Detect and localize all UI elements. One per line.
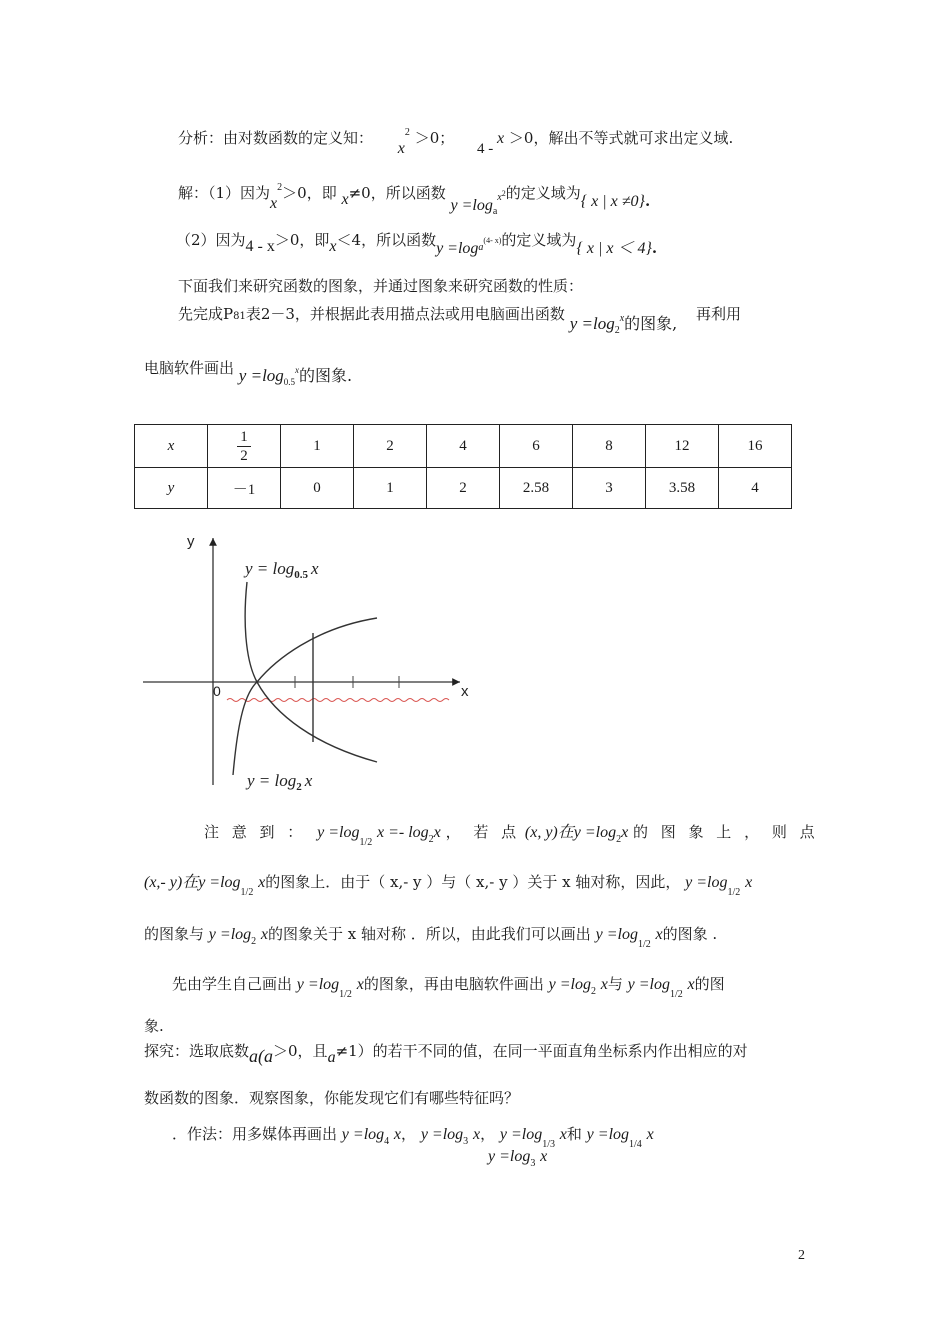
method-f3: y =log	[499, 1126, 543, 1143]
y-cell: 2.58	[500, 468, 573, 509]
curve-bottom-prefix: y = log	[247, 771, 297, 790]
analysis-four-minus: 4 -	[477, 141, 498, 157]
analysis-conclusion: ＞0，解出不等式就可求出定义域.	[508, 129, 734, 147]
task-t5: 的图象.	[299, 366, 353, 385]
table-row-x	[135, 425, 792, 468]
method-f5b: 3	[530, 1158, 536, 1169]
task-t1: 先完成P	[178, 305, 234, 323]
method-f1b: 4	[384, 1136, 390, 1147]
note-p2: ， 若 点	[445, 823, 521, 841]
method-a: ．作法：用多媒体再画出	[172, 1125, 338, 1143]
note-l3g: 1/2	[637, 939, 651, 950]
sol2-lead: （2）因为	[176, 231, 246, 249]
note-l2b: 1/2	[240, 887, 254, 898]
sol1-domain: { x | x ≠0}	[580, 193, 645, 210]
x-cell: 1	[281, 425, 354, 468]
analysis-sq: 2	[404, 127, 410, 138]
sol2-end: .	[651, 239, 658, 257]
value-table	[134, 424, 792, 509]
sol1-base: a	[492, 206, 498, 217]
x-cell: 6	[500, 425, 573, 468]
student-f2: y =log	[548, 976, 591, 993]
x-cell: 12	[646, 425, 719, 468]
y-cell: －1	[208, 468, 281, 509]
method-f4: y =log	[586, 1126, 630, 1143]
task-func: y =log	[569, 314, 615, 333]
note-p1: 注 意 到 ：	[204, 823, 307, 841]
task-page: 81	[233, 311, 246, 322]
sol2-expr: 4 - x	[245, 238, 275, 255]
note-l3i: 的图象 .	[662, 925, 718, 943]
method-f4b: 1/4	[629, 1139, 642, 1150]
x-axis-label: x	[461, 683, 469, 700]
task-line-2	[144, 358, 353, 387]
student-b: 的图象，再由电脑软件画出	[363, 975, 544, 993]
method-f5x: x	[540, 1148, 548, 1165]
method-f3b: 1/3	[542, 1139, 555, 1150]
method-c2: ，	[480, 1125, 496, 1143]
student-c: 与	[607, 975, 623, 993]
analysis-x2: x	[497, 130, 505, 147]
sol1-t2: ≠0，所以函数	[348, 184, 446, 202]
log-graph	[135, 530, 475, 790]
note-l2d: 的图象上．由于（ x,- y ）与（ x,- y ）关于 x 轴对称，因此，	[265, 873, 681, 891]
note-l3d: x	[260, 926, 269, 943]
student-d: 的图	[694, 975, 725, 993]
explore-line-2: 数函数的图象．观察图象，你能发现它们有哪些特征吗？	[144, 1089, 520, 1107]
student-f3b: 1/2	[669, 989, 683, 1000]
explore-var: a(a	[249, 1046, 274, 1066]
sol1-func: y =log	[450, 197, 493, 214]
note-line-1	[204, 822, 819, 848]
sol2-func: y =log	[436, 240, 479, 257]
intro-line: 下面我们来研究函数的图象，并通过图象来研究函数的性质：	[178, 277, 584, 295]
note-f1-base: 1/2	[359, 837, 373, 848]
student-f3x: x	[687, 976, 695, 993]
sol2-x: x	[329, 238, 337, 255]
y-cell: 3	[573, 468, 646, 509]
note-f1: y =log	[317, 824, 360, 841]
note-l3a: 的图象与	[144, 925, 205, 943]
note-f1c: x =- log	[377, 824, 429, 841]
note-l3h: x	[655, 926, 663, 943]
method-f3x: x	[559, 1126, 567, 1143]
note-l2a: (x,- y)在y =log	[144, 874, 241, 891]
explore-c: ≠1）的若干不同的值，在同一平面直角坐标系内作出相应的对	[335, 1042, 748, 1060]
note-l2g: x	[745, 874, 753, 891]
x-cell-half	[208, 425, 281, 468]
curve-top-var: x	[311, 559, 319, 578]
curve-bottom-label	[245, 771, 313, 790]
student-line	[172, 974, 725, 1000]
note-l3f: y =log	[595, 926, 638, 943]
curve-bottom-base: 2	[296, 781, 302, 790]
y-cell: 4	[719, 468, 792, 509]
analysis-line	[178, 127, 734, 157]
sol1-arg: x	[497, 192, 502, 203]
student-f2b: 2	[590, 986, 596, 997]
solution-2	[176, 230, 658, 257]
note-l2e: y =log	[685, 874, 728, 891]
sol1-t3: 的定义域为	[505, 184, 581, 202]
task-arg2: x	[295, 365, 300, 375]
method-f1x: x	[393, 1126, 402, 1143]
origin-label: 0	[213, 683, 221, 699]
explore-va: a	[327, 1049, 336, 1066]
sol2-t1: ＞0，即	[274, 231, 330, 249]
note-l3b: y =log	[208, 926, 252, 943]
x-header: x	[135, 425, 208, 468]
student-f1x: x	[356, 976, 364, 993]
task-t2: 表2－3，并根据此表用描点法或用电脑画出函数	[245, 305, 565, 323]
note-point-x: x	[621, 824, 629, 841]
y-header: y	[135, 468, 208, 509]
sol1-argsq: 2	[501, 189, 506, 198]
note-point: (x, y)在y =log	[524, 824, 617, 841]
method-f2: y =log	[420, 1126, 464, 1143]
fraction-num: 1	[237, 428, 251, 447]
note-p3: 的 图 象 上 ， 则 点	[633, 823, 819, 841]
curve-bottom-var: x	[304, 771, 313, 790]
sol2-t2: ＜4，所以函数	[336, 231, 437, 249]
sol2-domain: { x | x ＜ 4}	[576, 240, 652, 257]
wavy-underline	[227, 699, 449, 702]
sol1-sq: 2	[277, 182, 283, 193]
analysis-x: x	[397, 140, 405, 157]
task-line2a: 电脑软件画出	[144, 359, 235, 377]
y-cell: 0	[281, 468, 354, 509]
task-t3: 的图象,	[624, 314, 678, 333]
student-f1b: 1/2	[339, 989, 352, 1000]
note-line-3	[144, 924, 718, 950]
sol2-base: a	[478, 242, 484, 253]
x-cell: 8	[573, 425, 646, 468]
method-f4x: x	[646, 1126, 654, 1143]
method-f1: y =log	[341, 1126, 385, 1143]
task-t4: 再利用	[696, 305, 742, 323]
student-f3: y =log	[627, 976, 670, 993]
student-f1: y =log	[296, 976, 340, 993]
method-f5: y =log	[488, 1148, 531, 1165]
y-cell: 3.58	[646, 468, 719, 509]
student-a: 先由学生自己画出	[172, 975, 293, 993]
method-c1: ，	[401, 1125, 417, 1143]
x-cell: 16	[719, 425, 792, 468]
method-f2x: x	[472, 1126, 481, 1143]
page-number: 2	[798, 1248, 805, 1263]
student-f2x: x	[600, 976, 608, 993]
explore-b: ＞0，且	[273, 1042, 328, 1060]
explore-line-1	[144, 1040, 748, 1066]
curve-log-half	[245, 582, 377, 762]
method-line-2	[488, 1146, 547, 1169]
x-cell: 2	[354, 425, 427, 468]
note-line-2	[144, 872, 753, 898]
note-point-base: 2	[616, 834, 622, 845]
note-l2c: x	[258, 874, 266, 891]
method-and: 和	[566, 1125, 582, 1143]
note-f1e: x	[433, 824, 441, 841]
y-cell: 1	[354, 468, 427, 509]
sol2-t3: 的定义域为	[501, 231, 577, 249]
y-axis-label: y	[187, 533, 195, 550]
sol1-lead: 解：（1）因为	[178, 184, 271, 202]
y-cell: 2	[427, 468, 500, 509]
curve-log-two	[233, 618, 377, 775]
curve-top-prefix: y = log	[245, 559, 295, 578]
sol1-x2: x	[341, 191, 349, 208]
solution-1	[178, 182, 651, 217]
x-cell: 4	[427, 425, 500, 468]
student-line-2: 象.	[144, 1017, 164, 1035]
sol2-arg: (4- x)	[483, 236, 502, 245]
sol1-end: .	[644, 192, 651, 210]
analysis-gt0: ＞0；	[414, 129, 455, 147]
sol1-t1: ＞0，即	[282, 184, 337, 202]
curve-top-base: 0.5	[294, 569, 308, 581]
analysis-prefix: 分析：由对数函数的定义知：	[178, 129, 374, 147]
table-row-y	[135, 468, 792, 509]
note-l3e: 的图象关于 x 轴对称 ．所以，由此我们可以画出	[268, 925, 591, 943]
note-l2f: 1/2	[727, 887, 741, 898]
curve-top-label	[243, 559, 319, 581]
fraction-den: 2	[240, 447, 248, 464]
task-arg: x	[619, 313, 625, 324]
explore-a: 探究：选取底数	[144, 1042, 250, 1060]
task-base: 2	[614, 325, 620, 336]
sol1-x: x	[270, 195, 278, 212]
note-f1d: 2	[428, 834, 434, 845]
task-func2: y =log	[238, 366, 284, 385]
method-f2b: 3	[463, 1136, 469, 1147]
fraction-half	[237, 428, 251, 465]
note-l3c: 2	[251, 936, 257, 947]
task-line-1	[178, 304, 742, 336]
task-base2: 0.5	[283, 377, 296, 387]
method-line-1	[172, 1124, 654, 1150]
